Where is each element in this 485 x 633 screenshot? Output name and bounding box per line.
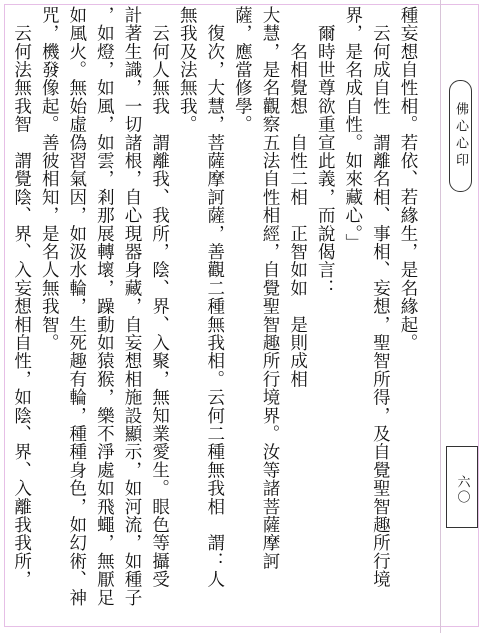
text-column: 計著生識，一切諸根，自心現器身藏，自妄想相施設顯示，如河流，如種子 (122, 6, 142, 607)
sutra-text-body (11, 6, 420, 620)
text-column: 名相覺想 自性二相 正智如如 是則成相 (287, 6, 308, 389)
text-column: 爾時世尊欲重宣此義，而說偈言： (315, 6, 336, 298)
text-column: 薩，應當修學。 (232, 6, 253, 134)
book-title-tab (449, 80, 472, 192)
book-title: 佛心心印 (453, 102, 468, 170)
page-number: 六〇 (454, 475, 470, 505)
text-column: ，如燈，如風，如雲，剎那展轉壞，躁動如猿猴，樂不淨處如飛蠅，無厭足 (94, 6, 115, 607)
text-column: 云何成自性 謂離名相、事相、妄想，聖智所得，及自覺聖智趣所行境 (370, 6, 391, 589)
text-column: 復次，大慧，菩薩摩訶薩，善觀二種無我相。云何二種無我相 謂：人 (204, 6, 225, 589)
page-number-tab (446, 446, 478, 528)
text-column: 云何人無我 謂離我、我所，陰、界、入聚，無知業愛生。眼色等攝受 (149, 6, 170, 589)
text-column: 如風火。無始虛偽習氣因，如汲水輪，生死趣有輪，種種身色，如幻術、神 (66, 6, 87, 607)
text-column: 大慧，是名觀察五法自性相經，自覺聖智趣所行境界。汝等諸菩薩摩訶 (260, 6, 280, 571)
text-column: 種妄想自性相。若依、若緣生，是名緣起。 (398, 6, 418, 352)
text-column: 咒，機發像起。善彼相知，是名人無我智。 (39, 6, 60, 352)
text-column: 云何法無我智 謂覺陰、界、入妄想相自性，如陰、界、入離我我所， (11, 6, 32, 589)
margin-rule (440, 0, 441, 633)
text-column: 無我及法無我。 (177, 6, 198, 134)
text-column: 界，是名成自性。如來藏心。」 (342, 6, 363, 253)
